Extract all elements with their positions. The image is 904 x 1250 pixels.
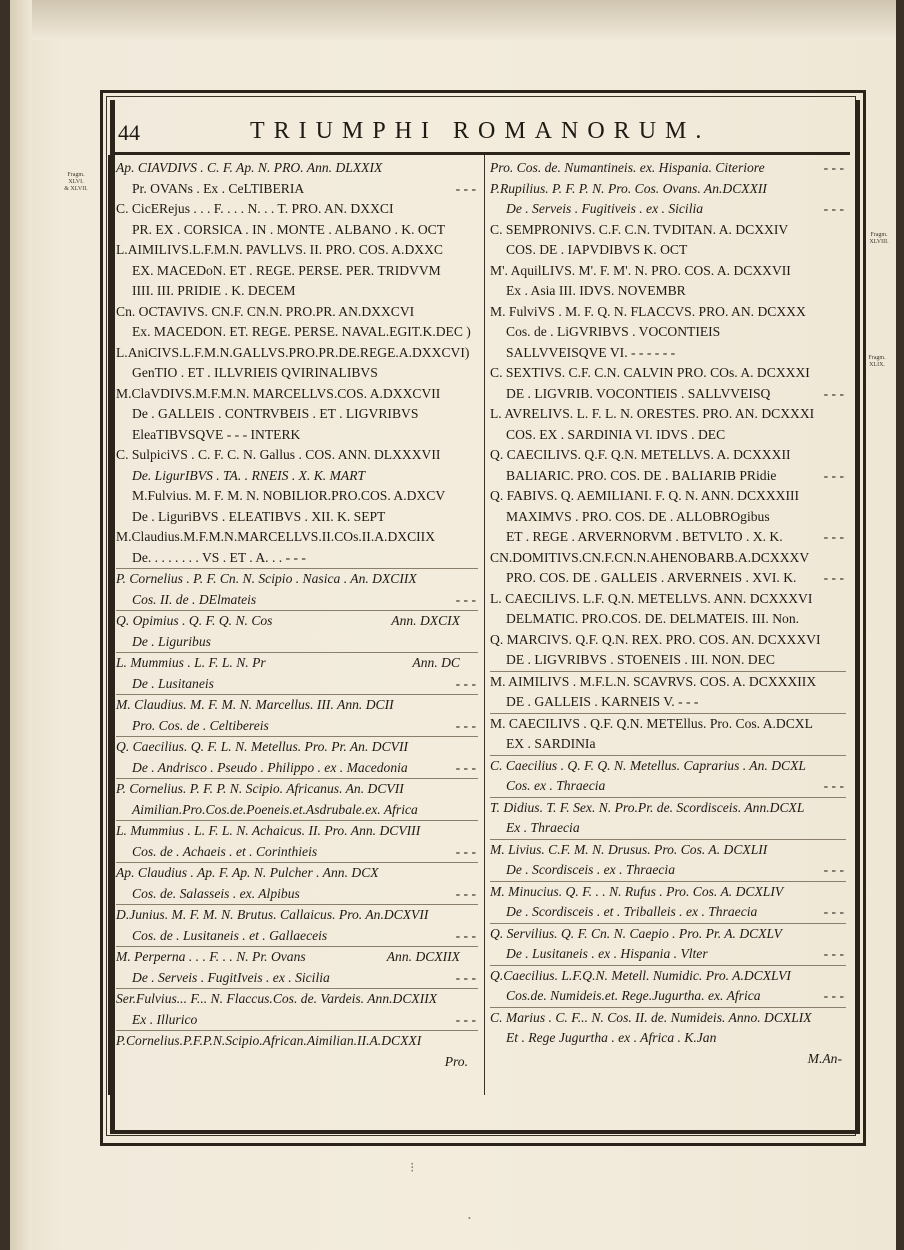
inscription-line: DE . GALLEIS . KARNEIS V. - - -	[490, 692, 846, 714]
inscription-line: De . LiguriBVS . ELEATIBVS . XII. K. SEPT	[132, 508, 386, 524]
inscription-line: DELMATIC. PRO.COS. DE. DELMATEIS. III. Non.	[506, 611, 800, 626]
margin-note-fragm-46-47	[58, 172, 94, 193]
inscription-line: Cos.de. Numideis.et. Rege.Jugurtha. ex. Africa - - -	[490, 986, 846, 1008]
inscription-line: M. Claudius. M. F. M. N. Marcellus. III. Ann. DCII	[116, 697, 394, 712]
inscription-line: Ser.Fulvius... F... N. Flaccus.Cos. de. Vardeis. Ann.DCXIIX	[116, 991, 438, 1006]
inscription-line: M. Minucius. Q. F. . . N. Rufus . Pro. Cos. A. DCXLIV	[490, 883, 784, 899]
inscription-line: C. Caecilius . Q. F. Q. N. Metellus. Caprarius . An. DCXL	[490, 757, 806, 773]
footer-mark: ⁝	[410, 1161, 415, 1176]
inscription-line: L. AVRELIVS. L. F. L. N. ORESTES. PRO. AN. DCXXXI	[490, 406, 815, 421]
inscription-line: DE . LIGVRIBVS . STOENEIS . III. NON. DEC	[490, 650, 846, 672]
inscription-line: Pro. Cos. de. Numantineis. ex. Hispania. Citeriore - - -	[490, 160, 844, 175]
inscription-line: M. FulviVS . M. F. Q. N. FLACCVS. PRO. AN. DCXXX	[490, 303, 806, 319]
inscription-line: BALIARIC. PRO. COS. DE . BALIARIB PRidie - - -	[506, 467, 844, 483]
inscription-line: C. SEXTIVS. C.F. C.N. CALVIN PRO. COs. A. DCXXXI	[490, 365, 810, 380]
inscription-line: PRO. COS. DE . GALLEIS . ARVERNEIS . XVI. K. - - -	[506, 570, 844, 585]
inscription-line: MAXIMVS . PRO. COS. DE . ALLOBROgibus	[506, 508, 770, 524]
inscription-line: L. Mummius . L. F. L. N. Pr Ann. DC	[116, 655, 460, 670]
inscription-line: De . Serveis . Fugitiveis . ex . Sicilia - - -	[506, 201, 844, 216]
inscription-line: DE . LIGVRIB. VOCONTIEIS . SALLVVEISQ - - -	[506, 385, 844, 401]
inscription-line: P. Cornelius . P. F. Cn. N. Scipio . Nasica . An. DXCIIX	[116, 571, 417, 586]
inscription-line: Q.Caecilius. L.F.Q.N. Metell. Numidic. Pro. A.DCXLVI	[490, 967, 791, 983]
inscription-line: M.Fulvius. M. F. M. N. NOBILIOR.PRO.COS. A.DXCV	[132, 488, 446, 503]
inscription-line: De . Serveis . FugitIveis . ex . Sicilia - - -	[116, 968, 478, 990]
margin-note-line: XLVIII.	[869, 239, 889, 245]
inscription-line: D.Junius. M. F. M. N. Brutus. Callaicus. Pro. An.DCXVII	[116, 907, 429, 922]
inscription-line: EX. MACEDoN. ET . REGE. PERSE. PER. TRIDVVM	[132, 262, 441, 278]
inscription-line: Q. MARCIVS. Q.F. Q.N. REX. PRO. COS. AN. DCXXXVI	[490, 631, 821, 647]
margin-note-line: Fragm.	[67, 172, 85, 178]
inscription-line: De. LigurIBVS . TA. . RNEIS . X. K. MART	[132, 467, 366, 483]
inscription-line: L.AIMILIVS.L.F.M.N. PAVLLVS. II. PRO. COS. A.DXXC	[116, 242, 443, 257]
inscription-line: Cos. ex . Thraecia - - -	[490, 776, 846, 798]
inscription-line: Ex . Asia III. IDVS. NOVEMBR	[506, 283, 686, 298]
inscription-line: De . Lusitaneis - - -	[116, 674, 478, 696]
left-column-bar	[108, 155, 111, 1095]
right-column	[490, 158, 846, 1069]
inscription-line: De . Lusitaneis . ex . Hispania . Vlter - - -	[490, 944, 846, 966]
inscription-line: PR. EX . CORSICA . IN . MONTE . ALBANO . K. OCT	[132, 221, 446, 237]
inscription-line: M. AIMILIVS . M.F.L.N. SCAVRVS. COS. A. DCXXXIIX	[490, 673, 817, 689]
page-title: TRIUMPHI ROMANORUM.	[250, 118, 711, 144]
inscription-line: P.Cornelius.P.F.P.N.Scipio.African.Aimilian.II.A.DCXXI	[116, 1033, 422, 1048]
inscription-line: M. CAECILIVS . Q.F. Q.N. METEllus. Pro. Cos. A.DCXL	[490, 715, 813, 731]
inscription-line: P.Rupilius. P. F. P. N. Pro. Cos. Ovans. An.DCXXII	[490, 180, 767, 196]
inscription-line: M.Claudius.M.F.M.N.MARCELLVS.II.COs.II.A.DXCIIX	[116, 529, 436, 544]
header-rule	[110, 152, 850, 155]
inscription-line: Pr. OVANs . Ex . CeLTIBERIA - - -	[132, 180, 476, 196]
inscription-line: Cos. de . Achaeis . et . Corinthieis - - -	[116, 842, 478, 864]
inscription-line: De . Scordisceis . ex . Thraecia - - -	[490, 860, 846, 882]
inscription-line: Cos. de. Salasseis . ex. Alpibus - - -	[116, 884, 478, 906]
inscription-line: L. Mummius . L. F. L. N. Achaicus. II. Pro. Ann. DCVIII	[116, 823, 421, 838]
inscription-line: Q. CAECILIVS. Q.F. Q.N. METELLVS. A. DCXXXII	[490, 447, 791, 462]
inscription-line: M'. AquilLIVS. M'. F. M'. N. PRO. COS. A. DCXXVII	[490, 262, 791, 278]
inscription-line: Ex. MACEDON. ET. REGE. PERSE. NAVAL.EGIT.K.DEC )	[132, 324, 471, 339]
inscription-line: COS. DE . IAPVDIBVS K. OCT	[506, 242, 688, 257]
inscription-line: T. Didius. T. F. Sex. N. Pro.Pr. de. Scordisceis. Ann.DCXL	[490, 799, 805, 815]
inscription-line: De . Andrisco . Pseudo . Philippo . ex . Macedonia - - -	[116, 758, 478, 780]
catchword: Pro.	[444, 1053, 468, 1069]
page-number: 44	[118, 120, 140, 145]
inscription-line: Aimilian.Pro.Cos.de.Poeneis.et.Asdrubale.ex. Africa	[116, 800, 478, 822]
inscription-line: M.ClaVDIVS.M.F.M.N. MARCELLVS.COS. A.DXXCVII	[116, 385, 441, 401]
inscription-line: IIII. III. PRIDIE . K. DECEM	[132, 283, 296, 298]
inscription-line: Q. Opimius . Q. F. Q. N. Cos Ann. DXCIX	[116, 613, 460, 628]
inscription-line: Ap. CIAVDIVS . C. F. Ap. N. PRO. Ann. DLXXIX	[116, 160, 383, 175]
inscription-line: De . Liguribus	[116, 632, 478, 654]
left-column	[116, 158, 478, 1072]
inscription-line: De. . . . . . . . VS . ET . A. . . - - -	[116, 548, 478, 570]
inscription-line: L. CAECILIVS. L.F. Q.N. METELLVS. ANN. DCXXXVI	[490, 590, 813, 606]
margin-note-line: XLVI.	[68, 179, 84, 185]
margin-note-line: Fragm.	[868, 355, 886, 361]
catchword: M.An-	[807, 1050, 842, 1066]
inscription-line: Pro. Cos. de . Celtibereis - - -	[116, 716, 478, 738]
margin-note-fragm-49	[860, 355, 894, 369]
inscription-line: C. SulpiciVS . C. F. C. N. Gallus . COS. ANN. DLXXXVII	[116, 447, 441, 462]
inscription-line: Q. Caecilius. Q. F. L. N. Metellus. Pro. Pr. An. DCVII	[116, 739, 409, 754]
page-left-edge	[10, 0, 32, 1250]
inscription-line: L.AniCIVS.L.F.M.N.GALLVS.PRO.PR.DE.REGE.A.DXXCVI)	[116, 344, 470, 360]
margin-note-line: & XLVII.	[64, 186, 88, 192]
inscription-line: SALLVVEISQVE VI. - - - - - -	[506, 344, 676, 360]
inscription-line: Q. FABIVS. Q. AEMILIANI. F. Q. N. ANN. DCXXXIII	[490, 488, 800, 503]
inscription-line: GenTIO . ET . ILLVRIEIS QVIRINALIBVS	[132, 365, 378, 380]
inscription-line: C. Marius . C. F... N. Cos. II. de. Numideis. Anno. DCXLIX	[490, 1009, 812, 1025]
page-header	[110, 110, 850, 150]
inscription-line: Q. Servilius. Q. F. Cn. N. Caepio . Pro. Pr. A. DCXLV	[490, 925, 782, 941]
inscription-line: ET . REGE . ARVERNORVM . BETVLTO . X. K. - - -	[506, 529, 844, 544]
footer-dot: •	[468, 1214, 471, 1223]
inscription-line: Cos. de . LiGVRIBVS . VOCONTIEIS	[506, 324, 721, 339]
inscription-line: EX . SARDINIa	[490, 734, 846, 756]
inscription-line: C. CicERejus . . . F. . . . N. . . T. PRO. AN. DXXCI	[116, 201, 394, 216]
inscription-line: De . Scordisceis . et . Triballeis . ex . Thraecia - - -	[490, 902, 846, 924]
inscription-line: De . GALLEIS . CONTRVBEIS . ET . LIGVRIBVS	[132, 406, 419, 421]
inscription-line: Cos. de . Lusitaneis . et . Gallaeceis - - -	[116, 926, 478, 948]
inscription-line: Cn. OCTAVIVS. CN.F. CN.N. PRO.PR. AN.DXXCVI	[116, 303, 415, 319]
inscription-line: Ex . Thraecia	[490, 818, 846, 840]
inscription-line: P. Cornelius. P. F. P. N. Scipio. Africanus. An. DCVII	[116, 781, 404, 796]
inscription-line: M. Perperna . . . F. . . N. Pr. Ovans Ann. DCXIIX	[116, 949, 460, 964]
inscription-line: Et . Rege Jugurtha . ex . Africa . K.Jan	[506, 1030, 717, 1045]
margin-note-line: XLIX.	[869, 362, 885, 368]
page-top-edge	[10, 0, 896, 40]
inscription-line: C. SEMPRONIVS. C.F. C.N. TVDITAN. A. DCXXIV	[490, 221, 789, 237]
inscription-line: CN.DOMITIVS.CN.F.CN.N.AHENOBARB.A.DCXXXV	[490, 549, 810, 565]
margin-note-line: Fragm.	[870, 232, 888, 238]
inscription-line: COS. EX . SARDINIA VI. IDVS . DEC	[506, 426, 726, 442]
inscription-line: M. Livius. C.F. M. N. Drusus. Pro. Cos. A. DCXLII	[490, 841, 768, 857]
inscription-line: EleaTIBVSQVE - - - INTERK	[132, 426, 301, 442]
margin-note-fragm-48	[864, 232, 894, 246]
inscription-line: Ap. Claudius . Ap. F. Ap. N. Pulcher . Ann. DCX	[116, 865, 379, 880]
inscription-line: Ex . Illurico - - -	[116, 1010, 478, 1032]
inscription-line: Cos. II. de . DElmateis - - -	[116, 590, 478, 612]
column-divider	[484, 155, 485, 1095]
